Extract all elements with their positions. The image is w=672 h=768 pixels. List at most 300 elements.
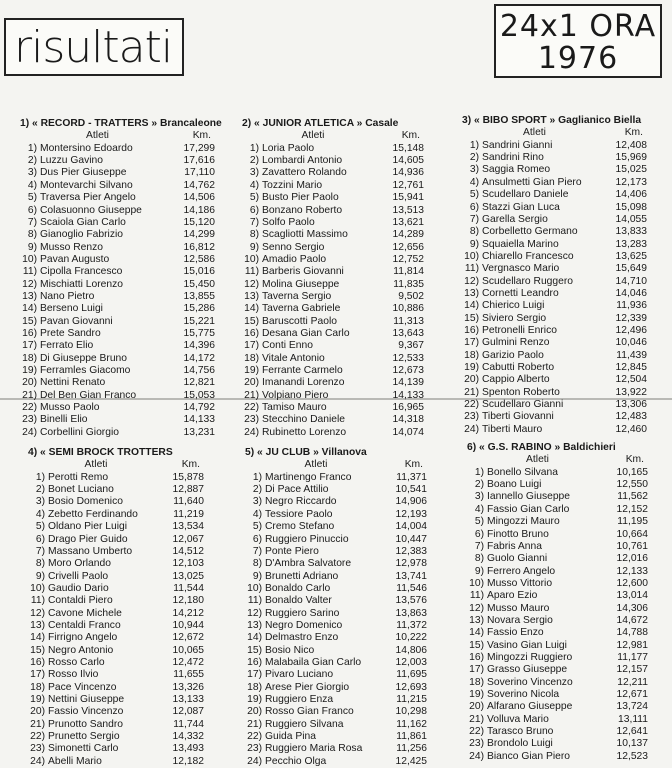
athlete-name: Tarasco Bruno [487,726,554,737]
athlete-name: Di Pace Attilio [265,484,329,496]
athlete-name: Ruggiero Enza [265,693,334,705]
athlete-name: Bosio Domenico [48,496,123,508]
athlete-row [20,217,215,229]
athlete-rank: 2) [252,484,262,496]
athlete-name: Tessiore Paolo [265,508,333,520]
athlete-row [462,226,647,238]
athlete-rank: 6) [469,201,479,213]
athlete-row [28,608,204,620]
athlete-rank: 23) [247,743,262,755]
athlete-rank: 11) [30,595,45,607]
athlete-name: Martinengo Franco [265,471,352,483]
athletes-column-header: Atleti [301,130,325,142]
athlete-name: Cavone Michele [48,607,122,619]
athlete-rank: 16) [30,656,45,668]
athlete-km: 10,944 [172,619,204,631]
athlete-rank: 8) [252,558,262,570]
athlete-name: Taverna Sergio [262,290,332,302]
athletes-column-header: Atleti [304,459,328,471]
athlete-km: 13,621 [392,216,424,228]
athlete-name: Petronelli Enrico [482,324,557,336]
athlete-row [20,328,215,340]
athlete-row [242,340,424,352]
athlete-km: 15,775 [183,327,215,339]
athlete-row [28,484,204,496]
athlete-name: Garella Sergio [482,213,548,225]
athlete-name: Firrigno Angelo [48,632,118,644]
athlete-name: Montersino Edoardo [40,142,133,154]
athlete-km: 17,110 [184,167,215,179]
athlete-row [245,496,427,508]
athlete-km: 13,576 [395,595,427,607]
athlete-name: Delmastro Enzo [265,632,339,644]
athlete-rank: 15) [247,644,262,656]
athlete-row [462,362,647,374]
athlete-name: Fassio Gian Carlo [487,503,570,515]
athlete-km: 9,367 [398,340,424,352]
athlete-rank: 24) [244,426,259,438]
athlete-km: 14,788 [616,627,648,639]
athlete-row [467,590,648,602]
athlete-row [467,689,648,701]
athlete-rank: 18) [30,681,45,693]
athlete-row [462,424,647,436]
athlete-rank: 19) [22,364,37,376]
athlete-km: 12,533 [392,352,424,364]
athlete-row [242,254,424,266]
athlete-rank: 20) [244,377,259,389]
athlete-km: 12,887 [172,484,204,496]
athlete-rank: 19) [464,361,479,373]
athlete-name: Bianco Gian Piero [487,750,570,762]
athlete-row [245,521,427,533]
athlete-name: Aparo Ezio [487,590,538,602]
athlete-km: 12,673 [392,364,424,376]
athlete-row [28,509,204,521]
athlete-rank: 17) [469,664,484,676]
athlete-rank: 19) [247,693,262,705]
athlete-name: Colasuonno Giuseppe [40,204,142,216]
km-column-header: Km. [624,127,643,139]
athlete-name: Ponte Piero [265,545,319,557]
athlete-row [467,640,648,652]
athlete-row [245,571,427,583]
athlete-km: 12,641 [616,726,648,737]
athlete-name: Nettini Renato [40,377,106,389]
athlete-name: Soverino Nicola [487,688,560,700]
column-header-row [245,459,427,471]
athlete-rank: 20) [247,706,262,718]
athlete-rank: 24) [247,755,262,767]
athlete-row [242,291,424,303]
event-year: 1976 [537,41,619,76]
athlete-row [245,731,427,743]
athlete-name: Dus Pier Giuseppe [40,167,127,179]
athlete-name: Senno Sergio [262,241,325,253]
athlete-km: 12,133 [616,565,648,577]
athlete-row [242,217,424,229]
athlete-rank: 11) [244,266,259,278]
athlete-km: 14,906 [395,496,427,508]
athlete-rank: 12) [464,275,479,287]
athlete-km: 12,408 [615,139,647,151]
athlete-row [462,214,647,226]
athlete-name: Pavan Augusto [40,253,110,265]
athlete-row [242,180,424,192]
athlete-name: Bonaldo Valter [265,595,332,607]
athlete-name: Massano Umberto [48,545,133,557]
athlete-km: 12,550 [616,479,648,491]
athlete-row [20,242,215,254]
athlete-km: 13,306 [615,399,647,410]
athlete-rank: 1) [249,142,259,154]
athlete-row [28,620,204,632]
athlete-rank: 13) [30,619,45,631]
athlete-rank: 7) [249,216,259,228]
athlete-name: Pace Vincenzo [48,681,117,693]
athlete-name: Tiberti Giovanni [482,411,554,423]
athlete-name: Montevarchi Silvano [40,179,133,191]
athlete-name: Rosso Gian Franco [265,706,354,718]
athlete-row [28,472,204,484]
athlete-name: Pavan Giovanni [40,315,113,327]
athlete-rank: 15) [22,315,37,327]
athlete-row [242,353,424,365]
athlete-km: 11,861 [396,731,427,742]
athlete-name: Volluva Mario [487,713,549,725]
athlete-row [245,694,427,706]
athlete-km: 14,332 [172,731,204,742]
athlete-name: Di Giuseppe Bruno [40,352,128,364]
athlete-name: Cabutti Roberto [482,361,555,373]
athlete-km: 14,133 [183,414,215,426]
athlete-km: 12,752 [392,253,424,265]
athlete-km: 13,493 [172,743,204,755]
athlete-name: Sandrini Gianni [482,139,553,151]
athlete-rank: 15) [464,312,479,324]
athlete-row [245,632,427,644]
athlete-rank: 13) [247,619,262,631]
athlete-row [245,682,427,694]
athlete-km: 12,182 [172,755,204,767]
athlete-name: Tozzini Mario [262,179,323,191]
athlete-rank: 20) [22,377,37,389]
athlete-km: 13,283 [615,238,647,250]
athlete-km: 14,212 [172,607,204,619]
athlete-rank: 12) [22,278,37,290]
athlete-row [20,340,215,352]
athlete-name: Bonet Luciano [48,484,114,496]
athlete-km: 15,148 [392,142,424,154]
athlete-rank: 21) [30,718,45,730]
athlete-name: Ruggiero Sarino [265,607,340,619]
athlete-row [462,164,647,176]
athlete-rank: 18) [464,349,479,361]
team-heading: 2) « JUNIOR ATLETICA » Casale [242,118,399,129]
athlete-km: 14,299 [183,229,215,241]
athlete-rank: 6) [474,528,484,540]
athlete-row [245,669,427,681]
team-heading: 3) « BIBO SPORT » Gaglianico Biella [462,115,642,126]
team-heading: 6) « G.S. RABINO » Baldichieri [467,442,616,453]
athlete-km: 11,372 [396,619,427,631]
athlete-row [467,566,648,578]
athlete-rank: 4) [249,179,259,191]
athlete-row [462,325,647,337]
athlete-rank: 24) [22,426,37,438]
athlete-row [28,645,204,657]
athlete-km: 12,067 [172,533,204,545]
athlete-km: 12,211 [617,676,648,688]
athlete-row [28,496,204,508]
athlete-name: Guida Pina [265,731,316,742]
athlete-km: 12,152 [616,503,648,515]
km-column-header: Km. [401,130,420,142]
athlete-row [28,743,204,755]
athlete-row [467,652,648,664]
athlete-km: 14,055 [615,213,647,225]
athlete-rank: 19) [469,688,484,700]
athlete-rank: 17) [30,669,45,681]
athlete-row [467,467,648,479]
athlete-name: Contaldi Piero [48,595,113,607]
athlete-row [20,254,215,266]
athlete-rank: 10) [22,253,37,265]
athlete-row [242,414,424,426]
athlete-name: Brondolo Luigi [487,738,553,750]
athlete-name: Cremo Stefano [265,521,335,533]
athlete-row [28,583,204,595]
athlete-row [20,205,215,217]
athlete-km: 15,286 [183,303,215,315]
athlete-name: Abelli Mario [48,755,102,767]
athlete-rank: 7) [35,545,45,557]
athlete-row [20,291,215,303]
athlete-km: 16,965 [392,402,424,413]
athletes-column-header: Atleti [526,454,549,466]
athlete-row [462,276,647,288]
athlete-km: 12,193 [395,508,427,520]
athlete-km: 11,640 [173,496,204,508]
athlete-rank: 8) [249,229,259,241]
athlete-row [245,484,427,496]
athlete-name: Iannello Giuseppe [487,491,571,503]
athlete-name: Vasino Gian Luigi [487,639,567,651]
athlete-row [242,229,424,241]
athlete-name: Prete Sandro [40,327,101,339]
athlete-km: 12,483 [615,411,647,423]
athlete-km: 13,111 [618,713,648,725]
athlete-row [462,313,647,325]
athlete-km: 15,221 [183,315,215,327]
athlete-row [242,155,424,167]
athlete-row [462,239,647,251]
athlete-rank: 4) [474,503,484,515]
athlete-rank: 9) [249,241,259,253]
athlete-rank: 16) [469,651,484,663]
athlete-km: 12,821 [183,377,215,389]
athlete-row [245,608,427,620]
athlete-rank: 13) [22,290,37,302]
athlete-rank: 19) [30,693,45,705]
athlete-rank: 10) [30,582,45,594]
athlete-row [462,374,647,386]
athlete-rank: 7) [27,216,37,228]
athlete-rank: 6) [252,533,262,545]
athlete-rank: 21) [247,718,262,730]
athlete-km: 15,941 [392,192,424,204]
athlete-km: 14,406 [615,189,647,201]
athlete-km: 13,724 [616,701,648,713]
athlete-name: Scagliotti Massimo [262,229,348,241]
athlete-row [467,738,648,750]
athlete-row [28,571,204,583]
athlete-row [462,251,647,263]
athlete-name: Mingozzi Ruggiero [487,651,573,663]
athlete-km: 17,616 [183,155,215,167]
athlete-name: Negro Antonio [48,644,114,656]
athlete-rank: 22) [22,402,37,413]
athlete-row [20,266,215,278]
athlete-km: 15,016 [183,266,215,278]
athlete-name: Desana Gian Carlo [262,327,350,339]
athlete-row [242,192,424,204]
athlete-rank: 6) [35,533,45,545]
athlete-row [20,427,215,439]
athlete-row [467,541,648,553]
athlete-row [245,756,427,768]
athlete-km: 11,655 [173,669,204,681]
athlete-row [462,202,647,214]
athlete-row [20,414,215,426]
athlete-name: Zebetto Ferdinando [48,508,138,520]
athlete-row [245,509,427,521]
athlete-km: 17,299 [183,142,215,154]
athlete-rank: 5) [35,521,45,533]
athlete-rank: 4) [27,179,37,191]
athlete-row [462,288,647,300]
athlete-name: Solfo Paolo [262,216,315,228]
athlete-rank: 6) [27,204,37,216]
athlete-row [462,350,647,362]
athlete-row [20,192,215,204]
athlete-km: 12,845 [615,361,647,373]
athlete-name: Volpiano Piero [262,389,329,401]
athlete-km: 10,541 [395,484,427,496]
athlete-name: Alfarano Giuseppe [487,701,573,713]
athlete-row [242,266,424,278]
athlete-rank: 24) [464,423,479,435]
athlete-row [245,719,427,731]
athlete-name: Corbellini Giorgio [40,426,119,438]
athlete-rank: 12) [469,602,484,614]
km-column-header: Km. [181,459,200,471]
athlete-km: 13,833 [615,226,647,238]
athlete-name: Taverna Gabriele [262,303,341,315]
athlete-rank: 14) [464,300,479,312]
athlete-row [462,189,647,201]
athlete-km: 11,936 [616,300,647,312]
athlete-row [467,504,648,516]
athlete-row [245,743,427,755]
athlete-name: Musso Mauro [487,602,550,614]
athlete-row [462,263,647,275]
athlete-rank: 16) [247,656,262,668]
athlete-rank: 14) [244,303,259,315]
athlete-name: Spenton Roberto [482,386,560,398]
athlete-name: Busto Pier Paolo [262,192,339,204]
athlete-row [467,603,648,615]
athlete-rank: 1) [35,471,45,483]
athlete-row [28,731,204,743]
athlete-km: 13,625 [615,250,647,262]
athlete-name: Prunotto Sandro [48,718,123,730]
athlete-name: Traversa Pier Angelo [40,192,136,204]
athlete-rank: 4) [252,508,262,520]
athlete-row [242,167,424,179]
athlete-km: 12,672 [172,632,204,644]
athlete-name: Centaldi Franco [48,619,121,631]
athlete-row [467,701,648,713]
athlete-row [467,677,648,689]
athlete-km: 12,087 [172,706,204,718]
athlete-km: 11,162 [396,718,427,730]
athlete-row [467,529,648,541]
athletes-column-header: Atleti [86,130,109,142]
athlete-row [462,140,647,152]
athlete-name: Lombardi Antonio [262,155,343,167]
athlete-rank: 8) [27,229,37,241]
athlete-rank: 23) [30,743,45,755]
athlete-row [20,353,215,365]
athlete-km: 10,222 [395,632,427,644]
athlete-name: Mischiatti Lorenzo [40,278,123,290]
athlete-km: 15,450 [183,278,215,290]
athlete-row [467,491,648,503]
athlete-rank: 8) [469,226,479,238]
athlete-rank: 5) [27,192,37,204]
athlete-rank: 1) [474,466,484,478]
athlete-name: Grasso Giuseppe [487,664,568,676]
athlete-km: 11,313 [393,315,424,327]
athlete-km: 11,814 [393,266,424,278]
athlete-rank: 21) [469,713,484,725]
athlete-rank: 9) [469,238,479,250]
column-header-row [242,130,424,142]
athlete-rank: 22) [464,399,479,410]
athlete-row [20,279,215,291]
athlete-rank: 12) [244,278,259,290]
athlete-rank: 14) [22,303,37,315]
athlete-name: Simonetti Carlo [48,743,119,755]
athlete-rank: 3) [249,167,259,179]
athlete-row [20,316,215,328]
athlete-name: D'Ambra Salvatore [265,558,352,570]
athlete-name: Arese Pier Giorgio [265,681,350,693]
athlete-rank: 21) [22,389,37,401]
athlete-name: Baruscotti Paolo [262,315,337,327]
team-results-5 [245,447,427,768]
athlete-km: 12,504 [615,374,647,386]
athlete-row [28,706,204,718]
athlete-rank: 4) [469,176,479,188]
athlete-rank: 11) [247,595,262,607]
athlete-name: Luzzu Gavino [40,155,103,167]
athlete-row [20,180,215,192]
athlete-row [242,242,424,254]
athlete-km: 10,165 [616,466,648,478]
athlete-name: Scaiola Gian Carlo [40,216,126,228]
